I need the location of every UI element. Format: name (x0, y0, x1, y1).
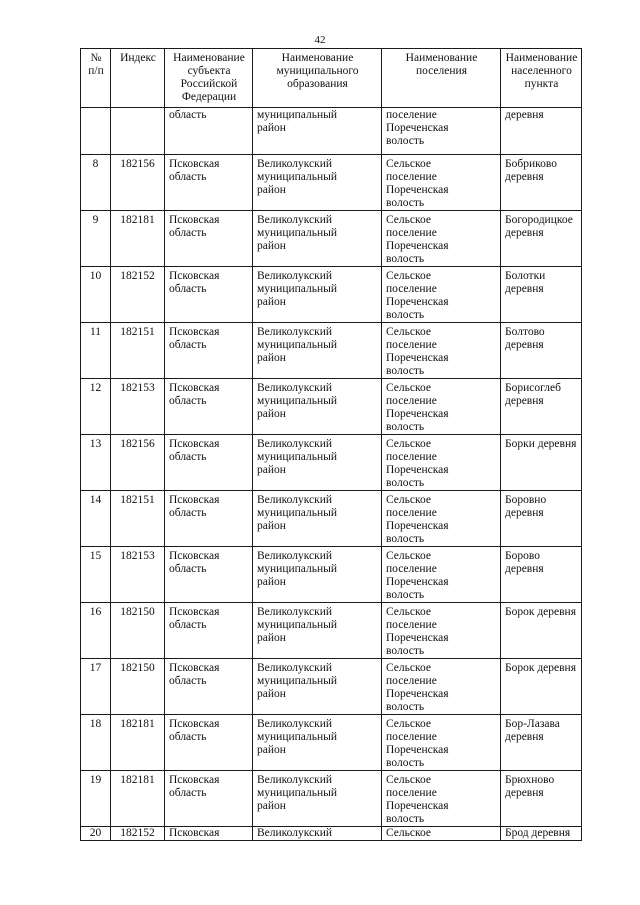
cell-subject: Псковская область (165, 491, 253, 547)
cell-locality: Богородицкое деревня (501, 211, 582, 267)
table-row (81, 211, 582, 267)
cell-num: 10 (81, 267, 111, 323)
cell-subject: Псковская область (165, 211, 253, 267)
cell-locality: Бор-Лазава деревня (501, 715, 582, 771)
table-row-continuation (81, 108, 582, 155)
table-row (81, 491, 582, 547)
cell-municipal: Великолукский муниципальный район (253, 491, 382, 547)
cell-settlement: Сельское поселение Пореченская волость (382, 659, 501, 715)
cell-locality: Брюхново деревня (501, 771, 582, 827)
cell-municipal: Великолукский муниципальный район (253, 771, 382, 827)
cell-subject: Псковская область (165, 659, 253, 715)
header-index: Индекс (111, 49, 165, 108)
cell-index: 182181 (111, 715, 165, 771)
cell-subject: Псковская (165, 827, 253, 841)
cell-num: 19 (81, 771, 111, 827)
cell-subject: область (165, 108, 253, 155)
cell-index: 182156 (111, 435, 165, 491)
cell-municipal: Великолукский муниципальный район (253, 715, 382, 771)
table-row (81, 379, 582, 435)
cell-municipal: Великолукский (253, 827, 382, 841)
cell-index: 182181 (111, 211, 165, 267)
cell-settlement: Сельское поселение Пореченская волость (382, 211, 501, 267)
cell-locality: Борок деревня (501, 659, 582, 715)
table-row (81, 659, 582, 715)
page-number: 42 (314, 34, 326, 46)
table-row (81, 547, 582, 603)
cell-index: 182150 (111, 659, 165, 715)
cell-num: 16 (81, 603, 111, 659)
cell-index: 182181 (111, 771, 165, 827)
cell-index: 182153 (111, 547, 165, 603)
cell-num: 13 (81, 435, 111, 491)
cell-locality: Борок деревня (501, 603, 582, 659)
cell-subject: Псковская область (165, 155, 253, 211)
table-row (81, 603, 582, 659)
table-header (81, 49, 582, 108)
cell-subject: Псковская область (165, 435, 253, 491)
cell-subject: Псковская область (165, 267, 253, 323)
cell-municipal: Великолукский муниципальный район (253, 155, 382, 211)
cell-settlement: Сельское поселение Пореченская волость (382, 435, 501, 491)
cell-index: 182151 (111, 491, 165, 547)
cell-settlement: Сельское поселение Пореченская волость (382, 323, 501, 379)
cell-num: 9 (81, 211, 111, 267)
header-subject: Наименование субъекта Российской Федерации (165, 49, 253, 108)
cell-settlement: Сельское поселение Пореченская волость (382, 491, 501, 547)
cell-num: 15 (81, 547, 111, 603)
cell-settlement: Сельское поселение Пореченская волость (382, 603, 501, 659)
cell-settlement: поселение Пореченская волость (382, 108, 501, 155)
cell-subject: Псковская область (165, 771, 253, 827)
cell-municipal: Великолукский муниципальный район (253, 603, 382, 659)
cell-num: 8 (81, 155, 111, 211)
header-locality: Наименование населенного пункта (501, 49, 582, 108)
cell-index (111, 108, 165, 155)
cell-municipal: Великолукский муниципальный район (253, 323, 382, 379)
cell-settlement: Сельское поселение Пореченская волость (382, 715, 501, 771)
table-row (81, 323, 582, 379)
cell-locality: Борисоглеб деревня (501, 379, 582, 435)
cell-subject: Псковская область (165, 323, 253, 379)
cell-subject: Псковская область (165, 379, 253, 435)
header-settlement: Наименование поселения (382, 49, 501, 108)
cell-index: 182156 (111, 155, 165, 211)
cell-municipal: Великолукский муниципальный район (253, 267, 382, 323)
table-row (81, 827, 582, 841)
cell-settlement: Сельское поселение Пореченская волость (382, 547, 501, 603)
table-row (81, 715, 582, 771)
cell-municipal: муниципальный район (253, 108, 382, 155)
cell-index: 182150 (111, 603, 165, 659)
cell-index: 182153 (111, 379, 165, 435)
cell-subject: Псковская область (165, 547, 253, 603)
header-row (81, 49, 582, 108)
cell-municipal: Великолукский муниципальный район (253, 435, 382, 491)
cell-settlement: Сельское поселение Пореченская волость (382, 267, 501, 323)
cell-municipal: Великолукский муниципальный район (253, 379, 382, 435)
cell-municipal: Великолукский муниципальный район (253, 659, 382, 715)
cell-index: 182152 (111, 267, 165, 323)
cell-num: 11 (81, 323, 111, 379)
table-row (81, 435, 582, 491)
cell-num (81, 108, 111, 155)
cell-subject: Псковская область (165, 603, 253, 659)
cell-num: 18 (81, 715, 111, 771)
cell-settlement: Сельское поселение Пореченская волость (382, 155, 501, 211)
cell-locality: деревня (501, 108, 582, 155)
cell-locality: Бобриково деревня (501, 155, 582, 211)
cell-num: 17 (81, 659, 111, 715)
settlements-table (80, 48, 582, 841)
cell-num: 14 (81, 491, 111, 547)
table-row (81, 771, 582, 827)
cell-municipal: Великолукский муниципальный район (253, 211, 382, 267)
table-row (81, 155, 582, 211)
cell-locality: Борки деревня (501, 435, 582, 491)
cell-num: 12 (81, 379, 111, 435)
cell-locality: Болтово деревня (501, 323, 582, 379)
table-row (81, 267, 582, 323)
cell-num: 20 (81, 827, 111, 841)
cell-index: 182152 (111, 827, 165, 841)
table-body (81, 108, 582, 841)
cell-index: 182151 (111, 323, 165, 379)
cell-locality: Боровно деревня (501, 491, 582, 547)
cell-settlement: Сельское (382, 827, 501, 841)
cell-locality: Болотки деревня (501, 267, 582, 323)
cell-locality: Борово деревня (501, 547, 582, 603)
cell-settlement: Сельское поселение Пореченская волость (382, 771, 501, 827)
cell-locality: Брод деревня (501, 827, 582, 841)
cell-municipal: Великолукский муниципальный район (253, 547, 382, 603)
header-num: № п/п (81, 49, 111, 108)
cell-subject: Псковская область (165, 715, 253, 771)
header-municipal: Наименование муниципального образования (253, 49, 382, 108)
cell-settlement: Сельское поселение Пореченская волость (382, 379, 501, 435)
